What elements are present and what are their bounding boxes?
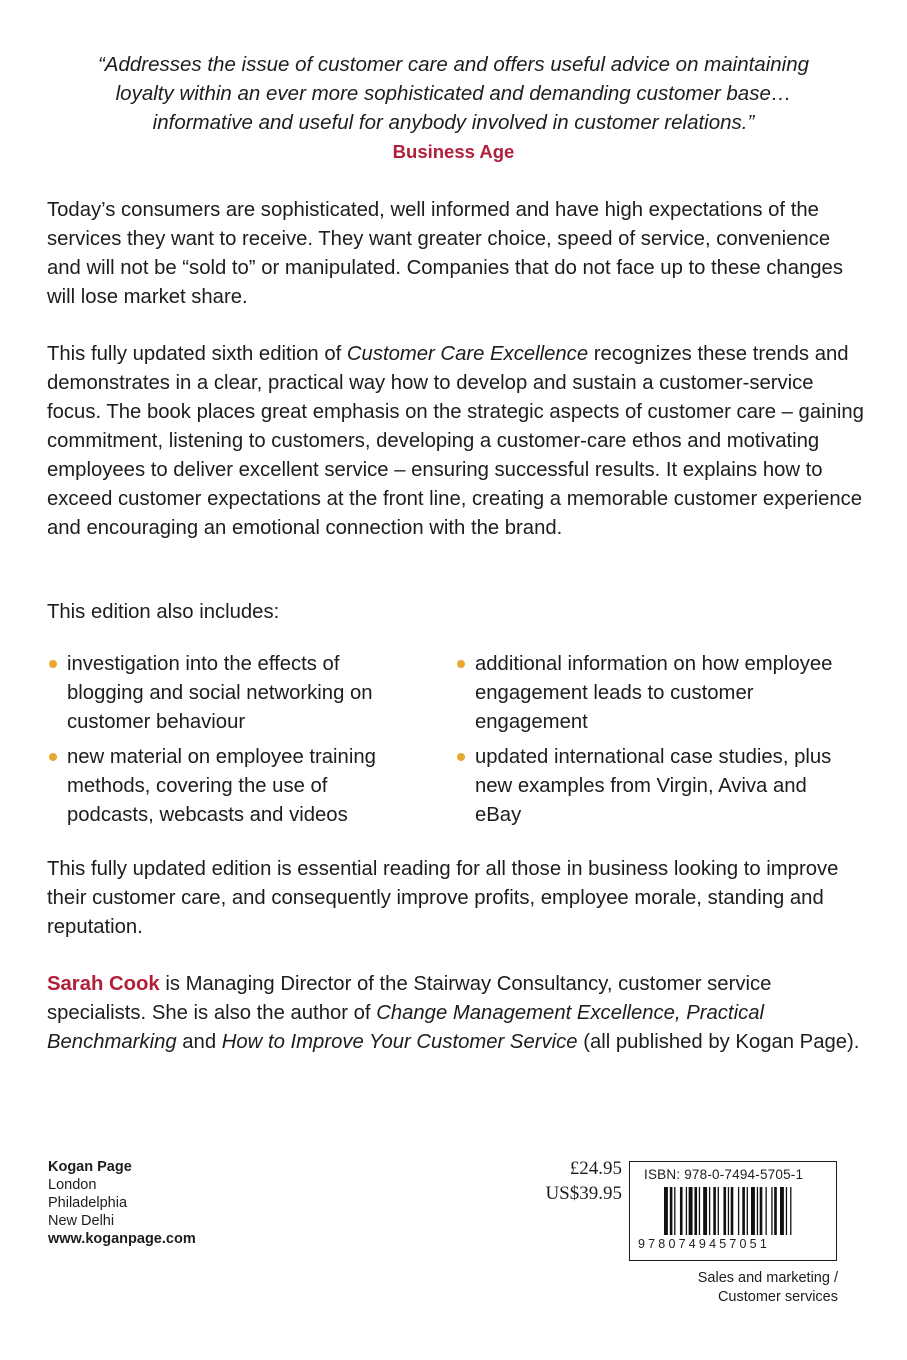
publisher-city: Philadelphia (48, 1195, 128, 1211)
publisher-block (48, 1158, 196, 1248)
bullet-text: additional information on how employee engagement leads to customer engagement (475, 653, 833, 733)
bullet-text: updated international case studies, plus new examples from Virgin, Aviva and eBay (475, 746, 832, 826)
barcode-bar (728, 1187, 729, 1235)
barcode-bar (742, 1187, 745, 1235)
review-quote (60, 50, 847, 166)
barcode-number: 9780749457051 (638, 1237, 770, 1251)
barcode-bar (774, 1187, 777, 1235)
quote-line-1: “Addresses the issue of customer care and offers useful advice on maintaining (97, 53, 810, 76)
barcode-image (664, 1187, 820, 1235)
barcode-bar (718, 1187, 719, 1235)
publisher-name: Kogan Page (48, 1159, 132, 1175)
list-item (47, 743, 407, 830)
barcode-bar (709, 1187, 710, 1235)
barcode-bar (751, 1187, 755, 1235)
bullet-icon (49, 660, 57, 668)
bullet-icon (457, 660, 465, 668)
feature-list (47, 650, 867, 830)
category-line-2: Customer services (717, 1289, 838, 1305)
barcode-bar (694, 1187, 697, 1235)
publisher-website: www.koganpage.com (48, 1231, 196, 1247)
barcode-bar (766, 1187, 767, 1235)
barcode-bar (686, 1187, 687, 1235)
book-title: Customer Care Excellence (346, 343, 589, 365)
description-text-1: This fully updated sixth edition of (47, 343, 347, 365)
barcode-bar (713, 1187, 716, 1235)
barcode-box (629, 1161, 837, 1261)
bullet-text: new material on employee training methods, covering the use of podcasts, webcasts and videos (67, 746, 376, 826)
barcode-bar (699, 1187, 700, 1235)
barcode-bar (738, 1187, 739, 1235)
bullet-icon (457, 753, 465, 761)
isbn-label: ISBN: 978-0-7494-5705-1 (644, 1167, 804, 1182)
bullet-icon (49, 753, 57, 761)
quote-line-2: loyalty within an ever more sophisticated and demanding customer base… (115, 82, 792, 105)
barcode-bar (771, 1187, 772, 1235)
barcode-bar (747, 1187, 748, 1235)
author-book-2: How to Improve Your Customer Service (221, 1031, 578, 1053)
publisher-city: London (48, 1177, 97, 1193)
description-text-2: recognizes these trends and demonstrates in a clear, practical way how to develop and sustain a customer-service focus. The book places great emphasis on the strategic aspects of customer care – gaining commitment, listening to customers, developing a customer-care ethos and motivating employees to deliver excellent service – ensuring successful results. It explains how to exceed customer expectations at the front line, creating a memorable customer experience and encouraging an emotional connection with the brand. (47, 343, 864, 539)
description-paragraph (47, 340, 867, 543)
barcode-bar (703, 1187, 707, 1235)
feature-column-left (47, 650, 407, 836)
barcode-bar (780, 1187, 784, 1235)
publisher-city: New Delhi (48, 1213, 115, 1229)
list-item (455, 650, 835, 737)
author-bio (47, 970, 867, 1057)
barcode-bar (786, 1187, 787, 1235)
author-bio-text-1: is Managing Director of the Stairway Consultancy, customer service specialists. She is also the author of (47, 973, 772, 1024)
intro-paragraph: Today’s consumers are sophisticated, well informed and have high expectations of the services they want to receive. They want greater choice, speed of service, convenience and will not be “sold to” or manipulated. Companies that do not face up to these changes will lose market share. (47, 199, 843, 308)
barcode-bar (760, 1187, 763, 1235)
barcode-bar (757, 1187, 758, 1235)
barcode-bar (674, 1187, 675, 1235)
closing-paragraph: This fully updated edition is essential reading for all those in business looking to improve their customer care, and consequently improve profits, employee morale, standing and reputation. (47, 858, 839, 938)
barcode-bar (664, 1187, 668, 1235)
author-book-1: Change Management Excellence, Practical Benchmarking (47, 1002, 764, 1053)
barcode-bar (689, 1187, 693, 1235)
author-bio-text-2: and (176, 1031, 222, 1053)
includes-heading: This edition also includes: (47, 601, 280, 623)
price-usd: US$39.95 (545, 1183, 622, 1204)
author-bio-text-3: (all published by Kogan Page). (577, 1031, 860, 1053)
quote-line-3: informative and useful for anybody involved in customer relations.” (152, 111, 755, 134)
price-block (520, 1156, 622, 1206)
category-label (660, 1269, 838, 1307)
list-item (455, 743, 835, 830)
barcode-bar (670, 1187, 673, 1235)
feature-column-right (455, 650, 835, 836)
barcode-bar (790, 1187, 791, 1235)
barcode-bar (723, 1187, 726, 1235)
price-gbp: £24.95 (569, 1158, 622, 1179)
barcode-bar (731, 1187, 734, 1235)
list-item (47, 650, 407, 737)
barcode-bar (680, 1187, 683, 1235)
category-line-1: Sales and marketing / (697, 1270, 838, 1286)
bullet-text: investigation into the effects of blogging and social networking on customer behaviour (67, 653, 373, 733)
quote-source: Business Age (392, 141, 515, 162)
author-name: Sarah Cook (47, 973, 160, 995)
